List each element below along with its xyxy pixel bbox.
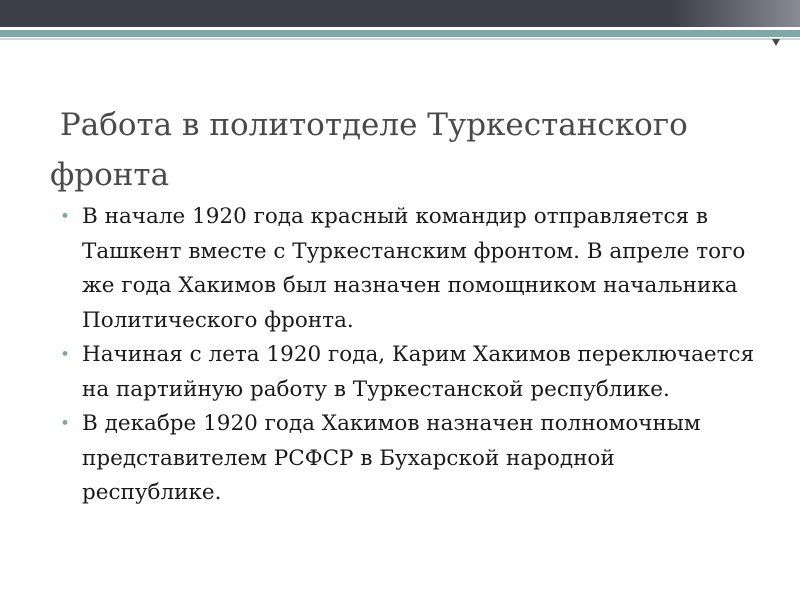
bullet-list [58, 200, 758, 511]
bullet-text: В декабре 1920 года Хакимов назначен полномочным представителем РСФСР в Бухарской народной республике. [82, 411, 701, 505]
bullet-item [58, 338, 758, 407]
bullet-item [58, 407, 758, 511]
slide-title: Работа в политотделе Туркестанского фронта [50, 107, 698, 193]
triangle-marker-icon [772, 39, 780, 46]
accent-stripe-thin [0, 38, 800, 40]
bullet-dot-icon: • [60, 207, 71, 227]
bullet-text: В начале 1920 года красный командир отправляется в Ташкент вместе с Туркестанским фронтом. В апреле того же года Хакимов был назначен помощником начальника Политического фронта. [82, 204, 746, 333]
bullet-dot-icon: • [60, 345, 71, 365]
accent-stripe [0, 30, 800, 37]
header-bar [0, 0, 800, 27]
header-bar-highlight [670, 0, 800, 27]
bullet-item [58, 200, 758, 338]
bullet-dot-icon: • [60, 414, 71, 434]
bullet-text: Начиная с лета 1920 года, Карим Хакимов переключается на партийную работу в Туркестанской республике. [82, 342, 755, 402]
